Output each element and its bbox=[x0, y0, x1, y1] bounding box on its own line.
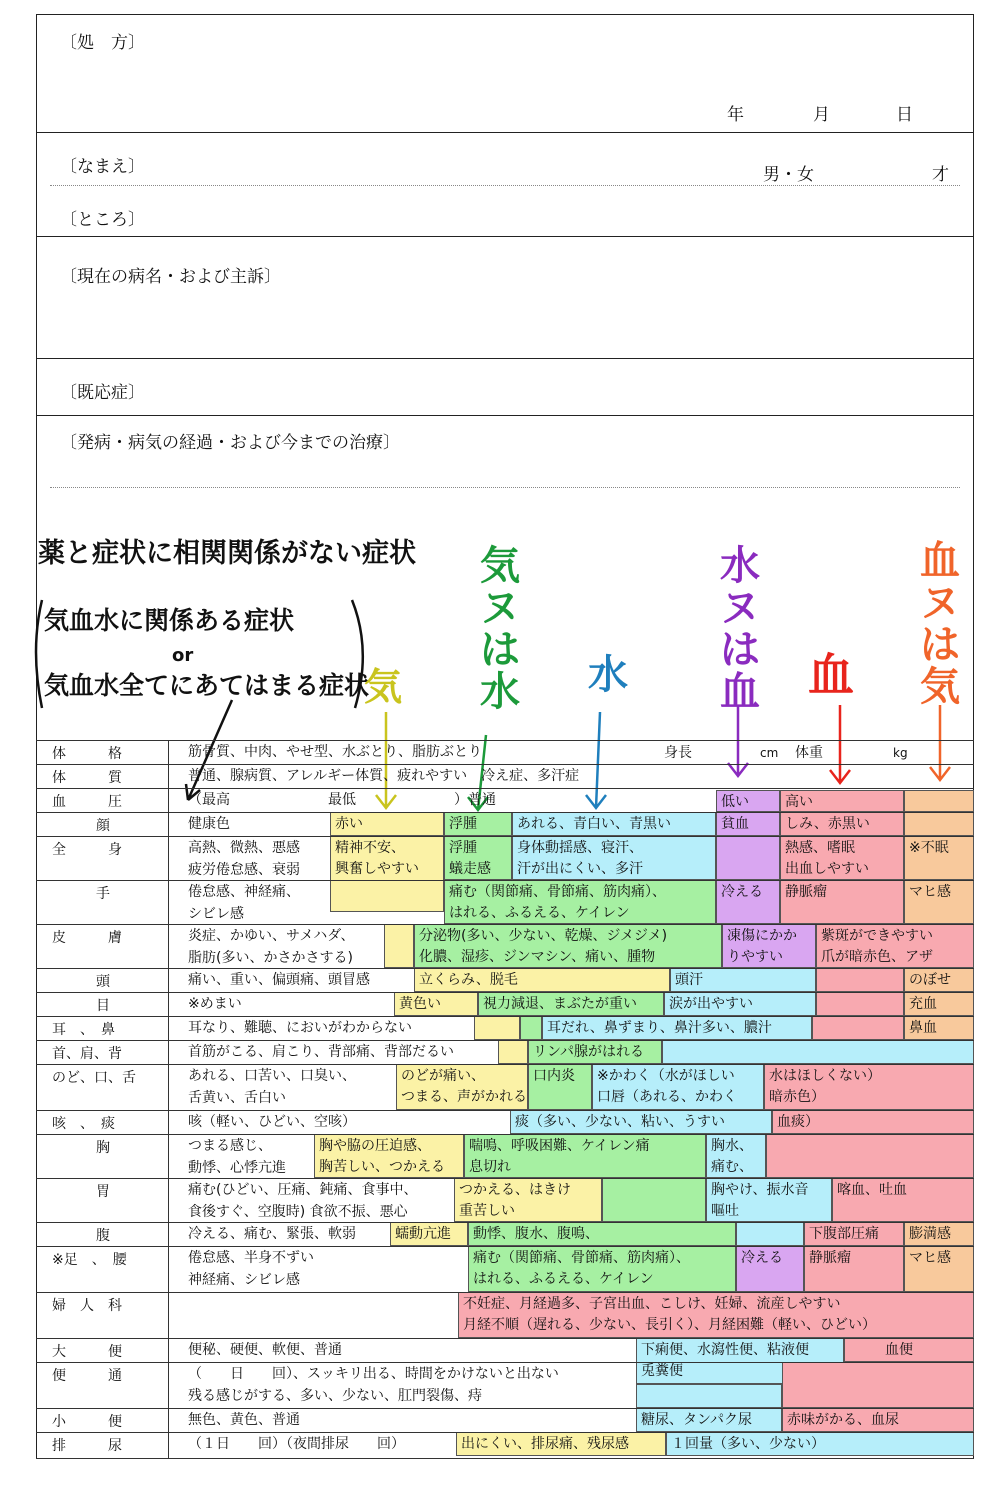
row-category: 体 質 bbox=[52, 770, 122, 786]
row-line bbox=[36, 1432, 974, 1433]
leg-pain: 痛む（関節痛、骨節痛、筋肉痛）、 はれる、ふるえる、ケイレン bbox=[468, 1246, 736, 1292]
urine-red: 赤味がかる、血尿 bbox=[782, 1408, 974, 1432]
row-text: 無色、黄色、普通 bbox=[188, 1412, 300, 1428]
row-text: 痛む(ひどい、圧痛、鈍痛、食事中、 食後すぐ、空腹時) 食欲不振、悪心 bbox=[188, 1182, 418, 1220]
row-line bbox=[36, 1292, 974, 1293]
head-dizzy: 立くらみ、脱毛 bbox=[414, 968, 670, 992]
abd-bloat: 膨満感 bbox=[904, 1222, 974, 1246]
neck-blue bbox=[662, 1040, 974, 1064]
row-category: 胸 bbox=[96, 1140, 110, 1156]
row-category: 首、肩、背 bbox=[52, 1046, 122, 1062]
row-category: 体 格 bbox=[52, 746, 122, 762]
abd-palp: 動悸、腹水、腹鳴、 bbox=[468, 1222, 736, 1246]
row-category: 全 身 bbox=[52, 842, 122, 858]
row-text: 痛い、重い、偏頭痛、頭冒感 bbox=[188, 972, 370, 988]
row-text: 便秘、硬便、軟便、普通 bbox=[188, 1342, 342, 1358]
head-flush: のぼせ bbox=[904, 968, 974, 992]
row-text: （最高 最低 ）普通 bbox=[188, 792, 496, 808]
row-line bbox=[36, 880, 974, 881]
sex-label: 男・女 bbox=[763, 165, 814, 185]
stool-red bbox=[782, 1362, 974, 1408]
note-ki: 気 bbox=[364, 665, 403, 709]
face-spot: しみ、赤黒い bbox=[780, 812, 904, 836]
head-sweat: 頭汗 bbox=[670, 968, 816, 992]
mict-vol: １回量（多い、少ない） bbox=[666, 1432, 974, 1456]
hand-cold: 冷える bbox=[716, 880, 780, 924]
abd-blue bbox=[736, 1222, 804, 1246]
row-line bbox=[36, 1458, 974, 1459]
abd-peristalsis: 蠕動亢進 bbox=[390, 1222, 468, 1246]
body-sui-ketsu bbox=[716, 836, 780, 880]
bp-high: 高い bbox=[780, 790, 904, 812]
history-label: 〔既応症〕 bbox=[60, 383, 145, 403]
row-text: つまる感じ、 動悸、心悸亢進 bbox=[188, 1138, 286, 1176]
note-or: or bbox=[172, 645, 194, 666]
row-category: 胃 bbox=[96, 1184, 110, 1200]
throat-pain: のどが痛い、 つまる、声がかれる bbox=[396, 1064, 528, 1110]
throat-stoma: 口内炎 bbox=[528, 1064, 592, 1110]
row-category: 便 通 bbox=[52, 1368, 122, 1384]
row-text: 首筋がこる、肩こり、背部痛、背部だるい bbox=[188, 1044, 454, 1060]
row-line bbox=[36, 1040, 974, 1041]
neck-yellow bbox=[498, 1040, 528, 1064]
year-label: 年 bbox=[727, 105, 744, 125]
ear-red bbox=[812, 1016, 904, 1040]
row-category: 咳 、 痰 bbox=[52, 1116, 115, 1132]
row-category: ※足 、 腰 bbox=[52, 1252, 127, 1268]
day-label: 日 bbox=[896, 105, 913, 125]
row-text: あれる、口苦い、口臭い、 舌黄い、舌白い bbox=[188, 1068, 356, 1106]
row-line bbox=[36, 1246, 974, 1247]
face-red: 赤い bbox=[330, 812, 444, 836]
eye-yellow: 黄色い bbox=[394, 992, 478, 1016]
ear-drip: 耳だれ、鼻ずまり、鼻汁多い、膿汁 bbox=[542, 1016, 812, 1040]
month-label: 月 bbox=[813, 105, 830, 125]
urine-sugar: 糖尿、タンパク尿 bbox=[636, 1408, 782, 1432]
hand-pain: 痛む（関節痛、骨節痛、筋肉痛）、 はれる、ふるえる、ケイレン bbox=[444, 880, 716, 924]
ear-nosebleed: 鼻血 bbox=[904, 1016, 974, 1040]
stomach-splash: 胸やけ、振水音 嘔吐 bbox=[706, 1178, 832, 1222]
address-label: 〔ところ〕 bbox=[60, 210, 145, 230]
throat-nowater: 水はほしくない） 暗赤色） bbox=[764, 1064, 974, 1110]
row-text: 冷える、痛む、緊張、軟弱 bbox=[188, 1226, 356, 1242]
neck-lymph: リンパ腺がはれる bbox=[528, 1040, 662, 1064]
face-ketsu-ki bbox=[904, 812, 974, 836]
ear-yellow bbox=[474, 1016, 520, 1040]
row-line bbox=[36, 992, 974, 993]
leg-numb: マヒ感 bbox=[904, 1246, 974, 1292]
row-category: のど、口、舌 bbox=[52, 1070, 136, 1086]
ketsu-arrow bbox=[830, 705, 850, 783]
weight-label: 体重 bbox=[795, 745, 823, 761]
name-label: 〔なまえ〕 bbox=[60, 157, 145, 177]
chest-press: 胸や脇の圧迫感、 胸苦しい、つかえる bbox=[314, 1134, 464, 1178]
row-category: 腹 bbox=[96, 1228, 110, 1244]
face-rough: あれる、青白い、青黒い bbox=[512, 812, 716, 836]
row-text: （ 日 回）、スッキリ出る、時間をかけないと出ない 残る感じがする、多い、少ない、肛門裂傷、痔 bbox=[188, 1366, 559, 1404]
row-text: ※めまい bbox=[188, 996, 242, 1012]
row-line bbox=[36, 836, 974, 837]
leg-vein: 静脈瘤 bbox=[804, 1246, 904, 1292]
row-line bbox=[36, 740, 974, 741]
abd-press: 下腹部圧痛 bbox=[804, 1222, 904, 1246]
bracket-right bbox=[352, 600, 363, 708]
stool-blood: 血便 bbox=[844, 1338, 974, 1362]
course-label: 〔発病・病気の経過・および今までの治療〕 bbox=[60, 433, 400, 453]
row-text: 健康色 bbox=[188, 816, 230, 832]
hand-numb: マヒ感 bbox=[904, 880, 974, 924]
body-fever: 熱感、嗜眠 出血しやすい bbox=[780, 836, 904, 880]
row-line bbox=[36, 1178, 974, 1179]
note-related: 気血水に関係ある症状 bbox=[44, 606, 295, 635]
row-category: 大 便 bbox=[52, 1344, 122, 1360]
note-sui: 水 bbox=[588, 652, 628, 698]
row-category: 手 bbox=[96, 886, 110, 902]
body-shake: 身体動揺感、寝汗、 汗が出にくい、多汗 bbox=[512, 836, 716, 880]
table-divider bbox=[168, 740, 169, 1459]
body-edema: 浮腫 蟻走感 bbox=[444, 836, 512, 880]
age-label: 才 bbox=[932, 165, 949, 185]
cm-label: cm bbox=[760, 746, 779, 760]
cough-blood: 血痰） bbox=[772, 1110, 974, 1134]
face-pale: 貧血 bbox=[716, 812, 780, 836]
row-line bbox=[36, 1016, 974, 1017]
row-category: 皮 膚 bbox=[52, 930, 122, 946]
face-swell: 浮腫 bbox=[444, 812, 512, 836]
row-category: 頭 bbox=[96, 974, 110, 990]
row-category: 耳 、 鼻 bbox=[52, 1022, 115, 1038]
throat-thirst: ※かわく（水がほしい 口唇（あれる、かわく bbox=[592, 1064, 764, 1110]
row-line bbox=[36, 1338, 974, 1339]
note-ki-or-sui: 気 ヌ は 水 bbox=[480, 543, 520, 715]
stomach-block: つかえる、はきけ 重苦しい bbox=[454, 1178, 602, 1222]
row-category: 排 尿 bbox=[52, 1438, 122, 1454]
row-category: 小 便 bbox=[52, 1414, 122, 1430]
skin-secret: 分泌物(多い、少ない、乾燥、ジメジメ) 化膿、湿疹、ジンマシン、痛い、腫物 bbox=[414, 924, 722, 968]
stool-blue bbox=[636, 1384, 782, 1408]
stool-diarrhea: 下痢便、水瀉性便、粘液便 兎糞便 bbox=[636, 1338, 844, 1384]
leg-cold: 冷える bbox=[736, 1246, 804, 1292]
ear-green bbox=[520, 1016, 542, 1040]
row-text: 咳（軽い、ひどい、空咳） bbox=[188, 1114, 356, 1130]
row-line bbox=[36, 968, 974, 969]
row-text: （１日 回）（夜間排尿 回） bbox=[188, 1436, 405, 1452]
row-text: 耳なり、難聴、においがわからない bbox=[188, 1020, 412, 1036]
ketsu-ki-arrow bbox=[930, 705, 950, 780]
mict-hard: 出にくい、排尿痛、残尿感 bbox=[456, 1432, 666, 1456]
note-ketsu-or-ki: 血 ヌ は 気 bbox=[920, 538, 960, 710]
row-line bbox=[36, 1408, 974, 1409]
row-text: 倦怠感、神経痛、 シビレ感 bbox=[188, 884, 300, 922]
eye-blood: 充血 bbox=[904, 992, 974, 1016]
body-mental: 精神不安、 興奮しやすい bbox=[330, 836, 444, 912]
row-text: 筋骨質、中肉、やせ型、水ぶとり、脂肪ぶとり bbox=[188, 744, 482, 760]
bp-low: 低い bbox=[716, 790, 780, 812]
note-sui-or-ketsu: 水 ヌ は 血 bbox=[720, 543, 760, 715]
row-line bbox=[36, 812, 974, 813]
chest-wheeze: 喘鳴、呼吸困難、ケイレン痛 息切れ bbox=[464, 1134, 706, 1178]
row-category: 顔 bbox=[96, 818, 110, 834]
row-line bbox=[36, 924, 974, 925]
row-line bbox=[36, 1222, 974, 1223]
row-text: 炎症、かゆい、サメハダ、 脂肪(多い、かさかさする) bbox=[188, 928, 355, 966]
row-line bbox=[36, 1064, 974, 1065]
row-line bbox=[36, 788, 974, 789]
note-ketsu: 血 bbox=[808, 648, 854, 702]
row-text: 高熱、微熱、悪感 疲労倦怠感、衰弱 bbox=[188, 840, 300, 878]
note-all: 気血水全てにあてはまる症状 bbox=[44, 671, 370, 700]
kg-label: kg bbox=[893, 746, 908, 760]
cough-phlegm: 痰（多い、少ない、粘い、うすい bbox=[510, 1110, 772, 1134]
skin-yellow bbox=[384, 924, 414, 968]
eye-red bbox=[816, 992, 904, 1016]
row-category: 婦 人 科 bbox=[52, 1298, 122, 1314]
chest-water: 胸水、 痛む、 bbox=[706, 1134, 766, 1178]
row-text: 倦怠感、半身不ずい 神経痛、シビレ感 bbox=[188, 1250, 314, 1288]
stomach-blood: 喀血、吐血 bbox=[832, 1178, 974, 1222]
row-category: 血 圧 bbox=[52, 794, 122, 810]
row-line bbox=[36, 1110, 974, 1111]
row-category: 目 bbox=[96, 998, 110, 1014]
bracket-left bbox=[36, 600, 42, 708]
prescription-label: 〔処 方〕 bbox=[60, 33, 145, 53]
skin-frost: 凍傷にかか りやすい bbox=[722, 924, 816, 968]
height-label: 身長 bbox=[664, 745, 692, 761]
chest-red bbox=[766, 1134, 974, 1178]
body-insomnia: ※不眠 bbox=[904, 836, 974, 880]
bp-ketsu-ki bbox=[904, 790, 974, 812]
disease-label: 〔現在の病名・および主訴〕 bbox=[60, 267, 281, 287]
row-text: 普通、腺病質、アレルギー体質、疲れやすい 冷え症、多汗症 bbox=[188, 768, 580, 784]
gyn-symptoms: 不妊症、月経過多、子宮出血、こしけ、妊婦、流産しやすい 月経不順（遅れる、少ない、長引く）、月経困難（軽い、ひどい） bbox=[458, 1292, 974, 1338]
sui-arrow bbox=[586, 712, 606, 808]
eye-tear: 涙が出やすい bbox=[664, 992, 816, 1016]
head-red bbox=[816, 968, 904, 992]
note-unrelated: 薬と症状に相関関係がない症状 bbox=[38, 538, 416, 569]
row-line bbox=[36, 1134, 974, 1135]
skin-purpura: 紫斑ができやすい 爪が暗赤色、アザ bbox=[816, 924, 974, 968]
stomach-green bbox=[602, 1178, 706, 1222]
hand-vein: 静脈瘤 bbox=[780, 880, 904, 924]
eye-vision: 視力減退、まぶたが重い bbox=[478, 992, 664, 1016]
